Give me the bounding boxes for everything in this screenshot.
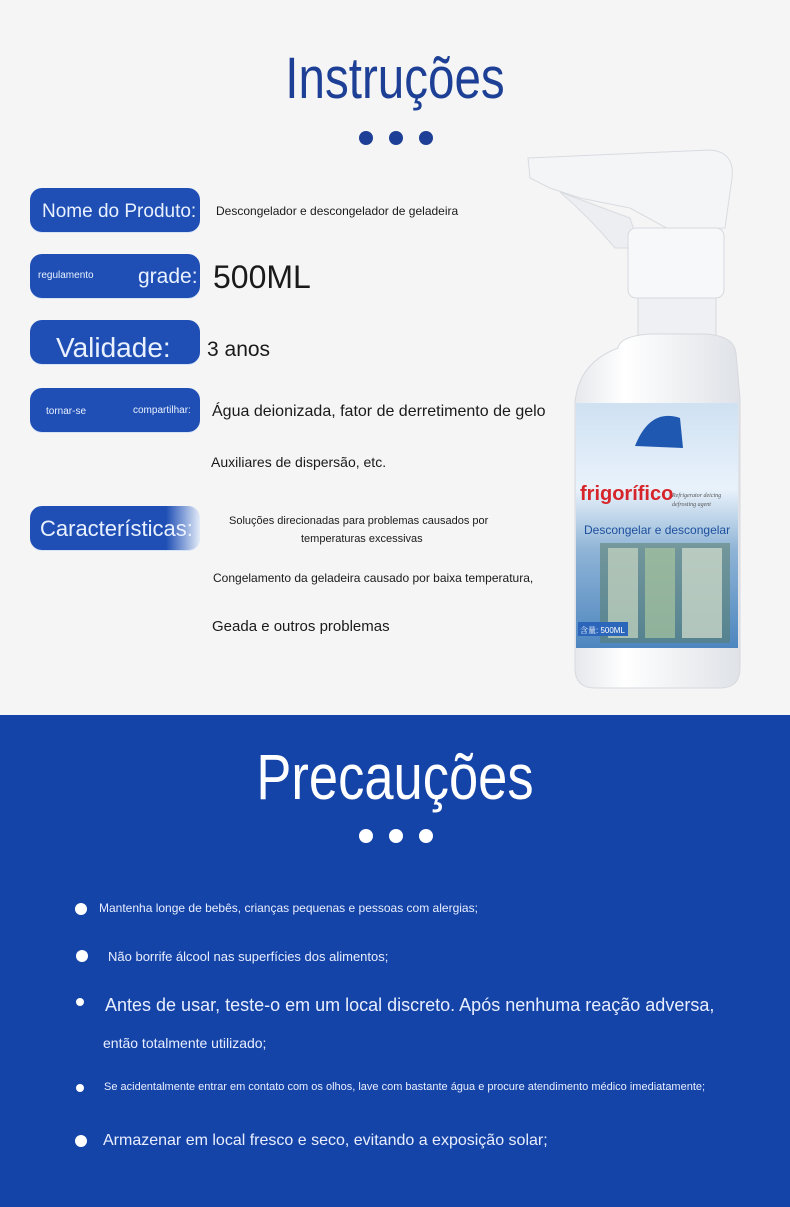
bullet-dot — [76, 950, 88, 962]
value-validity: 3 anos — [207, 338, 271, 361]
label-composition: tornar-se compartilhar: — [30, 388, 200, 432]
value-composition-2: Auxiliares de dispersão, etc. — [211, 454, 387, 470]
bullet-dot — [75, 903, 87, 915]
precaution-item: Armazenar em local fresco e seco, evitando a exposição solar; — [103, 1132, 548, 1149]
svg-text:defrosting agent: defrosting agent — [672, 502, 711, 508]
value-feature-1: Soluções direcionadas para problemas causados por — [229, 515, 489, 527]
title-dots — [357, 131, 437, 147]
value-feature-2: temperaturas excessivas — [301, 533, 423, 545]
bullet-dot — [75, 1135, 87, 1147]
label-grade: regulamento grade: — [30, 254, 200, 298]
title-dots-2 — [357, 829, 437, 845]
value-feature-3: Congelamento da geladeira causado por baixa temperatura, — [213, 571, 534, 585]
label-product-name: Nome do Produto: — [30, 188, 200, 232]
bullet-dot — [76, 998, 84, 1006]
precautions-title: Precauções — [256, 741, 534, 813]
precaution-item: Não borrife álcool nas superfícies dos alimentos; — [108, 949, 389, 964]
product-subtitle: Descongelar e descongelar — [584, 523, 731, 537]
spray-bottle-image — [520, 148, 750, 693]
instructions-title: Instruções — [285, 46, 505, 111]
precaution-item: Antes de usar, teste-o em um local discreto. Após nenhuma reação adversa, — [105, 995, 715, 1015]
value-composition-1: Água deionizada, fator de derretimento de gelo — [212, 403, 546, 420]
precaution-item-cont: então totalmente utilizado; — [103, 1035, 267, 1051]
label-validity: Validade: — [30, 320, 200, 364]
value-feature-4: Geada e outros problemas — [212, 618, 390, 635]
precaution-item: Se acidentalmente entrar em contato com os olhos, lave com bastante água e procure atendimento médico imediatamente; — [104, 1081, 706, 1093]
bullet-dot — [76, 1084, 84, 1092]
precaution-item: Mantenha longe de bebês, crianças pequenas e pessoas com alergias; — [99, 901, 478, 915]
value-product-name: Descongelador e descongelador de geladeira — [216, 204, 459, 218]
product-brand: frigorífico — [580, 483, 674, 505]
label-features: Características: — [30, 506, 200, 550]
value-grade: 500ML — [213, 259, 311, 295]
product-volume: 含量: 500ML — [580, 626, 625, 635]
svg-text:Refrigerator deicing: Refrigerator deicing — [672, 493, 722, 499]
